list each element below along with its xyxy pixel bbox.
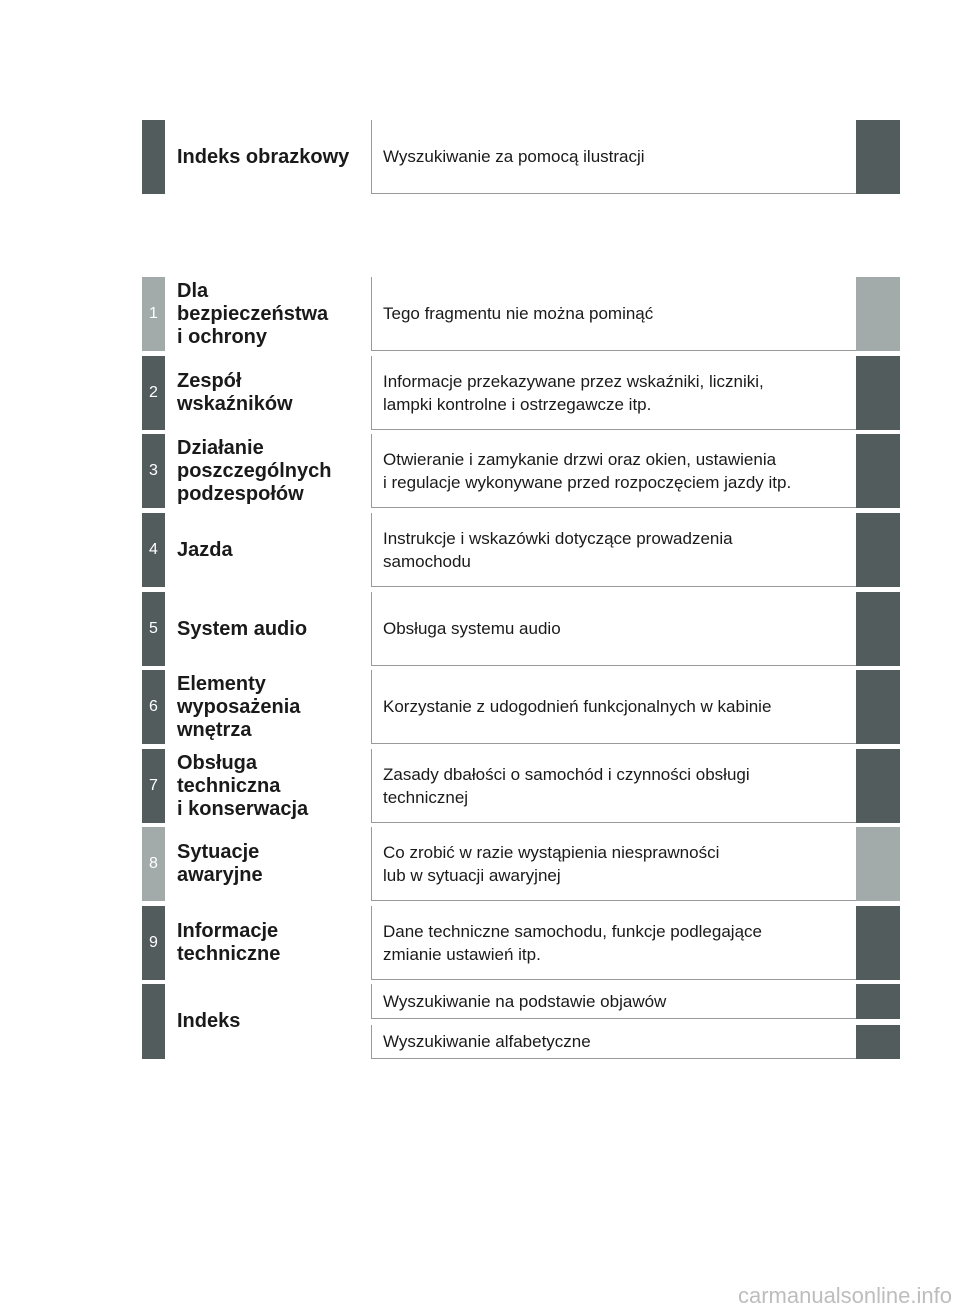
section-number-tab: 1 (142, 277, 165, 351)
header-description: Wyszukiwanie za pomocą ilustracji (371, 120, 856, 194)
section-number-tab: 5 (142, 592, 165, 666)
section-row-8[interactable] (142, 827, 900, 901)
section-title: Informacje techniczne (177, 920, 281, 965)
section-row-1[interactable] (142, 277, 900, 351)
header-end-tab (856, 120, 900, 194)
section-end-tab (856, 513, 900, 587)
section-description: Obsługa systemu audio (371, 592, 856, 666)
section-end-tab (856, 434, 900, 508)
section-number-tab: 6 (142, 670, 165, 744)
section-number-tab: 4 (142, 513, 165, 587)
section-number-tab: 9 (142, 906, 165, 980)
section-title: Zespół wskaźników (177, 370, 293, 415)
index-item-end-tab (856, 1025, 900, 1059)
index-item-label: Wyszukiwanie na podstawie objawów (371, 984, 856, 1019)
section-description: Zasady dbałości o samochód i czynności obsługi technicznej (371, 749, 856, 823)
section-description: Korzystanie z udogodnień funkcjonalnych w kabinie (371, 670, 856, 744)
section-description: Instrukcje i wskazówki dotyczące prowadzenia samochodu (371, 513, 856, 587)
section-title: System audio (177, 617, 308, 640)
section-number-tab: 7 (142, 749, 165, 823)
section-row-6[interactable] (142, 670, 900, 744)
section-number-tab: 2 (142, 356, 165, 430)
section-description: Informacje przekazywane przez wskaźniki, liczniki, lampki kontrolne i ostrzegawcze itp. (371, 356, 856, 430)
section-end-tab (856, 749, 900, 823)
section-description: Tego fragmentu nie można pominąć (371, 277, 856, 351)
section-row-3[interactable] (142, 434, 900, 508)
index-row (142, 984, 900, 1059)
section-end-tab (856, 356, 900, 430)
header-tab (142, 120, 165, 194)
index-tab (142, 984, 165, 1059)
section-title: Działanie poszczególnych podzespołów (177, 436, 332, 505)
section-description: Dane techniczne samochodu, funkcje podlegające zmianie ustawień itp. (371, 906, 856, 980)
header-title: Indeks obrazkowy (177, 145, 350, 168)
section-description: Co zrobić w razie wystąpienia niesprawności lub w sytuacji awaryjnej (371, 827, 856, 901)
section-end-tab (856, 906, 900, 980)
index-item-symptoms[interactable] (371, 984, 900, 1019)
section-row-9[interactable] (142, 906, 900, 980)
section-number-tab: 3 (142, 434, 165, 508)
section-end-tab (856, 827, 900, 901)
section-title: Dla bezpieczeństwa i ochrony (177, 279, 329, 348)
index-title: Indeks (177, 1010, 241, 1032)
header-row[interactable] (142, 120, 900, 194)
section-number-tab: 8 (142, 827, 165, 901)
section-title: Sytuacje awaryjne (177, 841, 263, 886)
section-row-4[interactable] (142, 513, 900, 587)
footer-watermark: carmanualsonline.info (737, 1283, 952, 1308)
section-description: Otwieranie i zamykanie drzwi oraz okien, ustawienia i regulacje wykonywane przed rozpoczęciem jazdy itp. (371, 434, 856, 508)
section-row-2[interactable] (142, 356, 900, 430)
section-end-tab (856, 670, 900, 744)
index-item-label: Wyszukiwanie alfabetyczne (371, 1025, 856, 1059)
section-row-5[interactable] (142, 592, 900, 666)
section-title: Elementy wyposażenia wnętrza (177, 672, 301, 741)
index-item-end-tab (856, 984, 900, 1019)
section-end-tab (856, 592, 900, 666)
section-end-tab (856, 277, 900, 351)
section-title: Obsługa techniczna i konserwacja (177, 751, 309, 820)
section-row-7[interactable] (142, 749, 900, 823)
section-title: Jazda (177, 538, 233, 561)
index-item-alphabetical[interactable] (371, 1025, 900, 1059)
